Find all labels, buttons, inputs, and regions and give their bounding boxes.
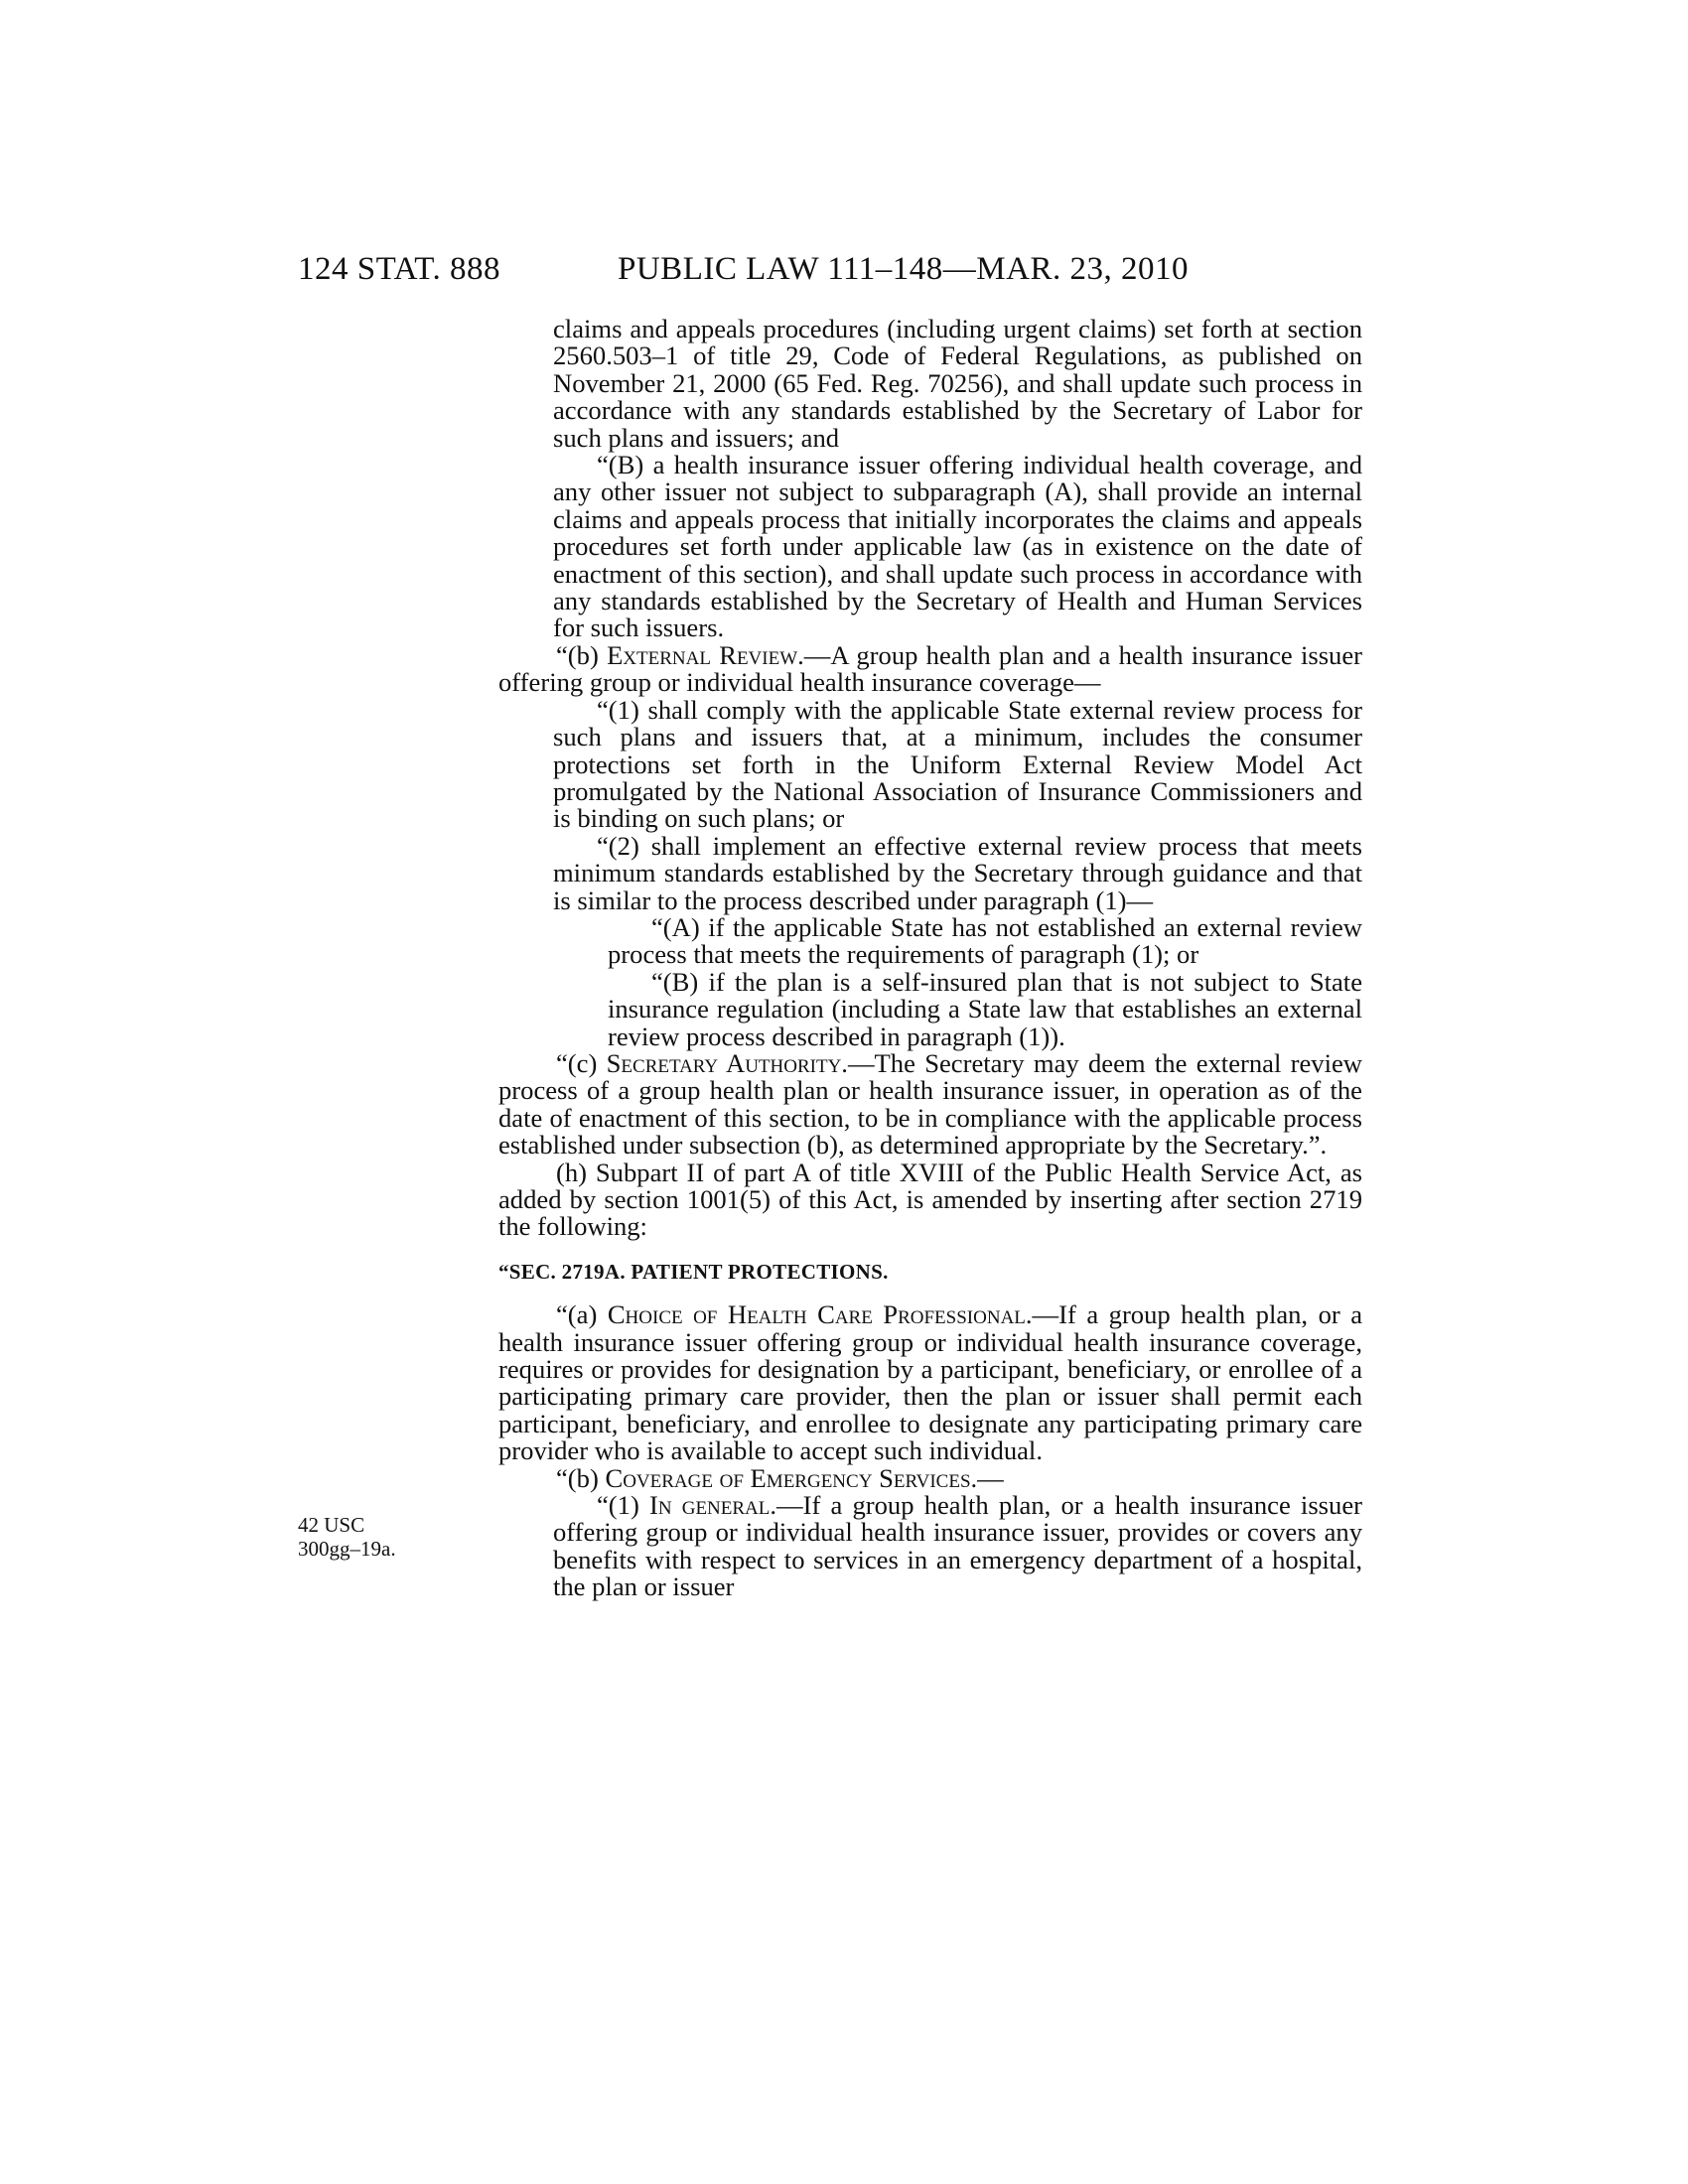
page-stat-citation: 124 STAT. 888	[298, 251, 501, 287]
subsection-b-emergency: “(b) Coverage of Emergency Services.—	[556, 1462, 1004, 1493]
margin-note	[298, 1513, 396, 1561]
law-text-body	[498, 316, 1362, 1601]
margin-note-line: 300gg–19a.	[298, 1537, 396, 1561]
subsection-heading: Coverage of Emergency Services	[605, 1462, 971, 1493]
subsection-heading: In general	[648, 1490, 771, 1521]
paragraph-1-in-general: “(1) In general.—If a group health plan, or a health insurance issuer offering group or individual health insurance issuer, provides or covers any benefits with respect to services in an emergency department of a hospital, the plan or issuer	[553, 1490, 1362, 1602]
subsection-b-external-review: “(b) External Review.—A group health plan and a health insurance issuer offering group or individual health insurance coverage—	[498, 639, 1362, 698]
subsection-c-secretary-authority: “(c) Secretary Authority.—The Secretary may deem the external review process of a group health plan or health insurance issuer, in operation as of the date of enactment of this section, to be in compliance with the applicable process established under subsection (b), as determined appropriate by the Secretary.”.	[498, 1047, 1363, 1160]
subsection-a-choice: “(a) Choice of Health Care Professional.—If a group health plan, or a health insurance issuer offering group or individual health insurance coverage, requires or provides for designation by a participant, beneficiary, or enrollee of a participating primary care provider, then the plan or issuer shall permit each participant, beneficiary, and enrollee to designate any participating primary care provider who is available to accept such individual.	[498, 1299, 1363, 1466]
subsection-heading: Secretary Authority	[606, 1047, 842, 1078]
paragraph-b-internal-claims: “(B) a health insurance issuer offering individual health coverage, and any other issuer not subject to subparagraph (A), shall provide an internal claims and appeals process that initially incorporates the claims and appeals procedures set forth under applicable law (as in existence on the date of enactment of this section), and shall update such process in accordance with any standards established by the Secretary of Health and Human Services for such issuers.	[553, 450, 1362, 643]
amendment-h: (h) Subpart II of part A of title XVIII of the Public Health Service Act, as added by section 1001(5) of this Act, is amended by inserting after section 2719 the following:	[498, 1157, 1362, 1242]
subparagraph-b: “(B) if the plan is a self-insured plan that is not subject to State insurance regulation (including a State law that establishes an external review process described in paragraph (1)).	[608, 966, 1362, 1051]
paragraph-2-effective-review: “(2) shall implement an effective external review process that meets minimum standards established by the Secretary through guidance and that is similar to the process described under paragraph (1)—	[553, 830, 1362, 915]
margin-note-line: 42 USC	[298, 1513, 365, 1537]
paragraph-1-state-review: “(1) shall comply with the applicable State external review process for such plans and issuers that, at a minimum, includes the consumer protections set forth in the Uniform External Review Model Act promulgated by the National Association of Insurance Commissioners and is binding on such plans; or	[553, 694, 1362, 834]
section-heading: “SEC. 2719A. PATIENT PROTECTIONS.	[498, 1259, 889, 1284]
subparagraph-a: “(A) if the applicable State has not established an external review process that meets the requirements of paragraph (1); or	[608, 911, 1362, 970]
running-header: PUBLIC LAW 111–148—MAR. 23, 2010	[618, 251, 1189, 287]
paragraph-a-continuation: claims and appeals procedures (including urgent claims) set forth at section 2560.503–1 of title 29, Code of Federal Regulations, as published on November 21, 2000 (65 Fed. Reg. 70256), and shall update such process in accordance with any standards established by the Secretary of Labor for such plans and issuers; and	[553, 314, 1362, 453]
subsection-heading: Choice of Health Care Professional	[607, 1299, 1026, 1330]
subsection-heading: External Review	[607, 639, 798, 670]
